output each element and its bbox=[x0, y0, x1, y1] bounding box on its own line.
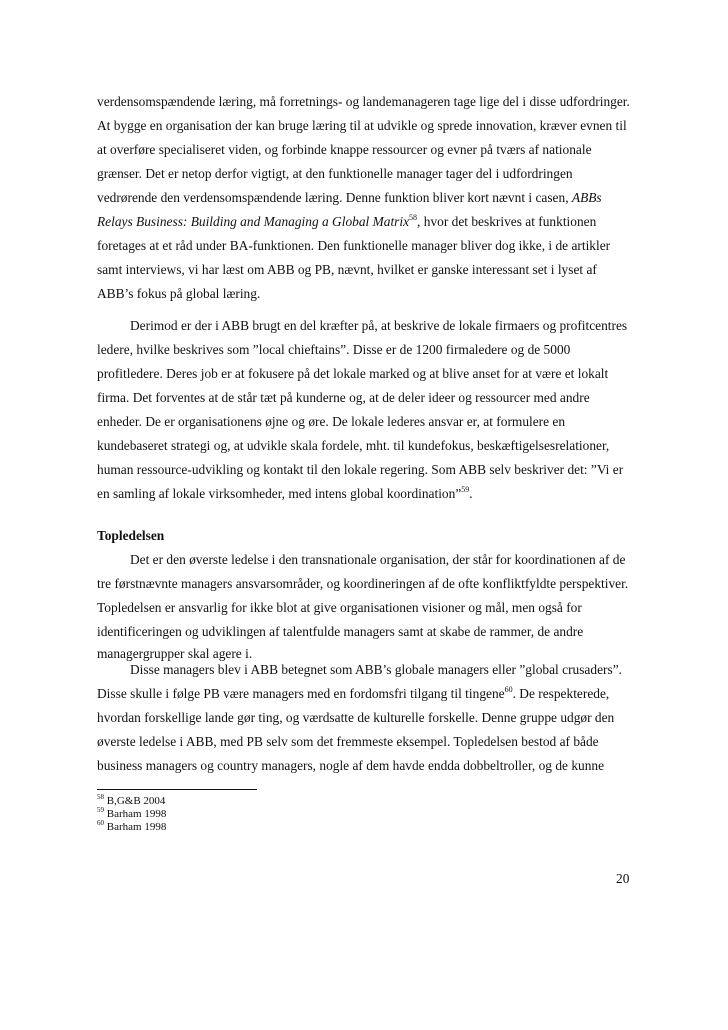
body-text-line: human ressource-udvikling og kontakt til den lokale regering. Som ABB selv beskriver det: ”Vi er bbox=[97, 462, 624, 477]
body-text-line bbox=[97, 686, 609, 702]
body-text: en samling af lokale virksomheder, med intens global koordination” bbox=[97, 486, 462, 501]
body-text-line: identificeringen og udviklingen af talentfulde managers samt at skabe de rammer, de andre bbox=[97, 624, 584, 639]
body-text-line: at overføre specialiseret viden, og forbinde knappe ressourcer og evner på tværs af nationale bbox=[97, 142, 592, 157]
footnote-ref: 60 bbox=[504, 684, 513, 694]
body-text: . bbox=[469, 486, 473, 501]
body-text-line: hvordan forskellige lande gør ting, og værdsatte de kulturelle forskelle. Denne gruppe udgør den bbox=[97, 710, 615, 725]
case-title-text: ABBs bbox=[571, 190, 602, 205]
body-text-line: grænser. Det er netop derfor vigtigt, at den funktionelle manager tager del i udfordringen bbox=[97, 166, 573, 181]
body-text: , hvor det beskrives at funktionen bbox=[417, 214, 597, 229]
footnote-ref: 59 bbox=[461, 484, 470, 494]
footnote bbox=[97, 821, 166, 834]
section-heading: Topledelsen bbox=[97, 528, 165, 543]
footnote-text: Barham 1998 bbox=[104, 821, 167, 833]
body-text-line: tre førstnævnte managers ansvarsområder, og koordineringen af de ofte konfliktfyldte perspektiver. bbox=[97, 576, 629, 591]
body-text-line: verdensomspændende læring, må forretnings- og landemanageren tage lige del i disse udfordringer. bbox=[97, 94, 630, 109]
footnote-number: 59 bbox=[97, 806, 104, 815]
footnote-number: 60 bbox=[97, 819, 104, 828]
body-text-line: Derimod er der i ABB brugt en del kræfter på, at beskrive de lokale firmaers og profitcentres bbox=[130, 318, 628, 333]
footnote bbox=[97, 795, 165, 808]
footnote-number: 58 bbox=[97, 793, 104, 802]
page-number: 20 bbox=[616, 871, 630, 886]
body-text-line: business managers og country managers, nogle af dem havde endda dobbeltroller, og de kunne bbox=[97, 758, 605, 773]
footnote-text: B,G&B 2004 bbox=[104, 795, 166, 807]
body-text-line: At bygge en organisation der kan bruge læring til at udvikle og sprede innovation, kræver evnen til bbox=[97, 118, 627, 133]
body-text-line: enheder. De er organisationens øjne og øre. De lokale lederes ansvar er, at formulere en bbox=[97, 414, 566, 429]
body-text-line: øverste ledelse i ABB, med PB selv som det fremmeste eksempel. Topledelsen bestod af både bbox=[97, 734, 599, 749]
footnote-text: Barham 1998 bbox=[104, 808, 167, 820]
body-text-line: samt interviews, vi har læst om ABB og PB, nævnt, hvilket er ganske interessant set i lyset af bbox=[97, 262, 597, 277]
footnote-divider bbox=[97, 789, 257, 790]
body-text: . De respekterede, bbox=[512, 686, 610, 701]
body-text-line bbox=[97, 190, 602, 206]
footnote-ref: 58 bbox=[409, 212, 418, 222]
body-text-line: profitledere. Deres job er at fokusere på det lokale marked og at blive anset for at være et lokalt bbox=[97, 366, 609, 381]
body-text-line: Det er den øverste ledelse i den transnationale organisation, der står for koordinationen af de bbox=[130, 552, 626, 567]
body-text-line bbox=[97, 486, 473, 502]
body-text-line: ABB’s fokus på global læring. bbox=[97, 286, 261, 301]
body-text-line: Disse managers blev i ABB betegnet som ABB’s globale managers eller ”global crusaders”. bbox=[130, 662, 622, 677]
body-text-line: ledere, hvilke beskrives som ”local chieftains”. Disse er de 1200 firmaledere og de 5000 bbox=[97, 342, 571, 357]
body-text-line: kundebaseret strategi og, at udvikle skala fordele, mht. til kundefokus, beskæftigelsesrelationer, bbox=[97, 438, 610, 453]
footnote bbox=[97, 808, 166, 821]
body-text-line: firma. Det forventes at de står tæt på kunderne og, at de deler ideer og ressourcer med andre bbox=[97, 390, 590, 405]
body-text: vedrørende den verdensomspændende læring. Denne funktion bliver kort nævnt i casen, bbox=[97, 190, 572, 205]
body-text-line: Topledelsen er ansvarlig for ikke blot at give organisationen visioner og mål, men også for bbox=[97, 600, 582, 615]
body-text-line bbox=[97, 214, 596, 230]
case-title-text: Relays Business: Building and Managing a Global Matrix bbox=[97, 214, 410, 229]
body-text: Disse skulle i følge PB være managers med en fordomsfri tilgang til tingene bbox=[97, 686, 505, 701]
body-text-line: managergrupper skal agere i. bbox=[97, 646, 253, 661]
body-text-line: foretages at et råd under BA-funktionen. Den funktionelle manager bliver dog ikke, i de artikler bbox=[97, 238, 611, 253]
